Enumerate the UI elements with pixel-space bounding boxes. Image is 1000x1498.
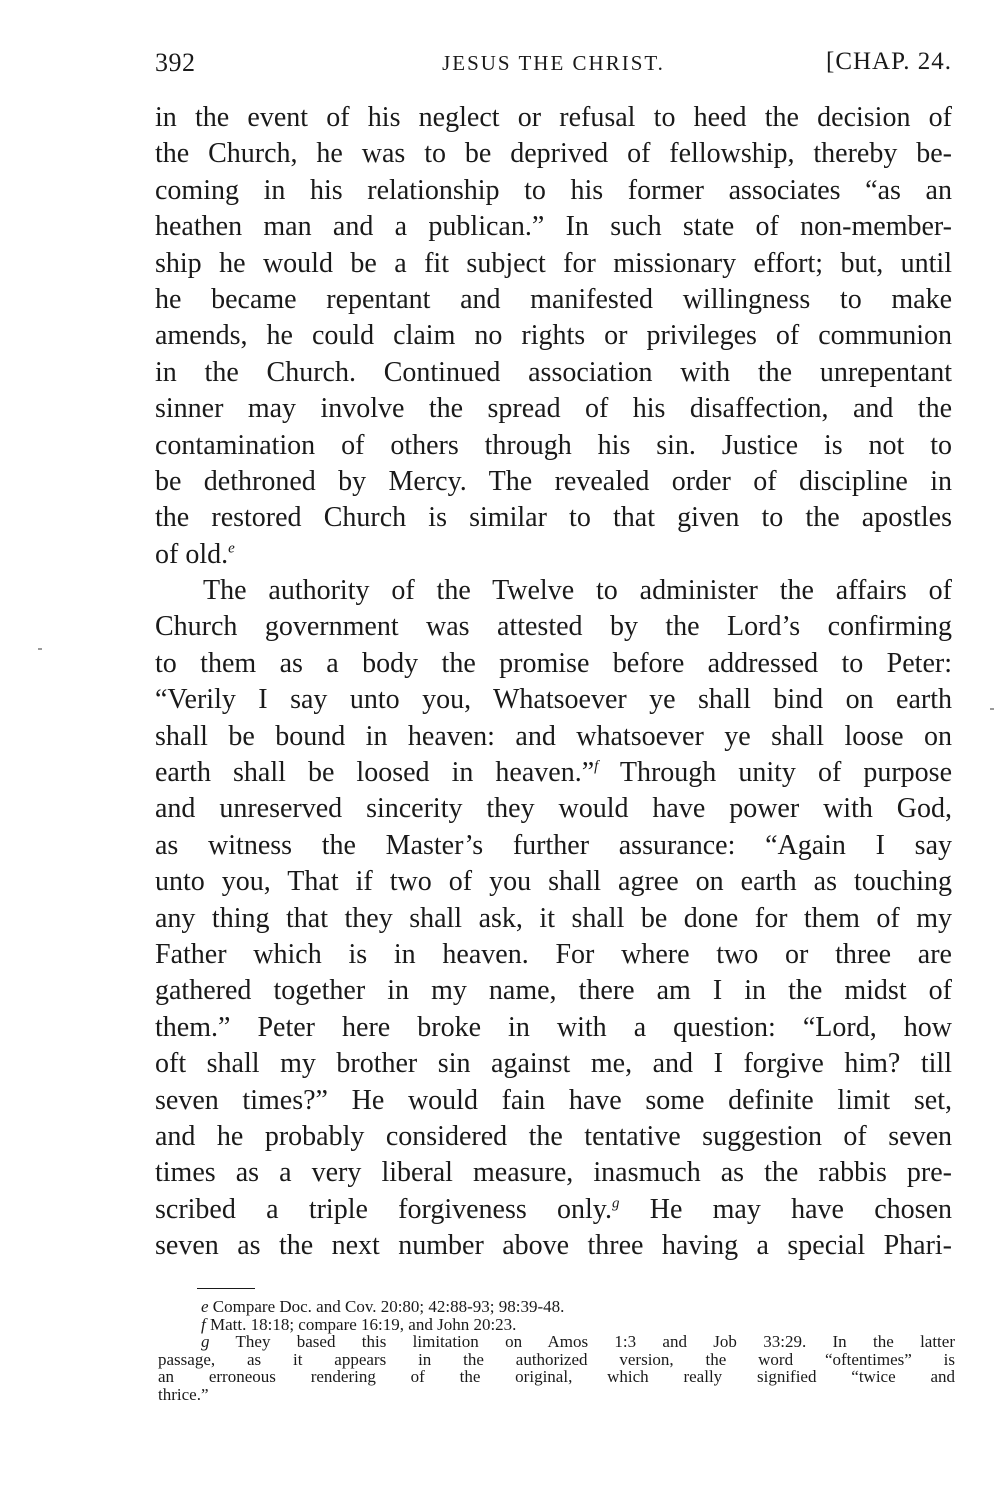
- text-line: and unreserved sincerity they would have power with God,: [155, 793, 952, 825]
- text-segment: Through unity of purpose: [619, 757, 952, 789]
- text-line: he became repentant and manifested willingness to make: [155, 283, 952, 315]
- text-line: them.” Peter here broke in with a question: “Lord, how: [155, 1011, 952, 1043]
- footnote-text: Compare Doc. and Cov. 20:80; 42:88-93; 98:39-48.: [212, 1297, 565, 1316]
- text-line: [155, 755, 952, 791]
- footnote-text: They based this limitation on Amos 1:3 and Job 33:29. In the latter: [235, 1332, 955, 1351]
- text-line: seven times?” He would fain have some definite limit set,: [155, 1084, 952, 1116]
- text-line: in the event of his neglect or refusal to heed the decision of: [155, 102, 952, 133]
- text-segment: scribed a triple forgiveness only.: [155, 1193, 612, 1225]
- paragraph-first-line: The authority of the Twelve to administer the affairs of: [203, 575, 952, 607]
- footnote-mark-g: g: [611, 1195, 620, 1212]
- text-line: Father which is in heaven. For where two or three are: [155, 938, 952, 970]
- footnote-text: Matt. 18:18; compare 16:19, and John 20:23.: [209, 1314, 517, 1334]
- text-line: shall be bound in heaven: and whatsoever ye shall loose on: [155, 720, 952, 752]
- text-line: seven as the next number above three having a special Phari-: [155, 1230, 952, 1262]
- text-line: heathen man and a publican.” In such state of non-member-: [155, 211, 952, 243]
- footnote-text-line: passage, as it appears in the authorized version, the word “oftentimes” is: [158, 1349, 955, 1369]
- body-text: [155, 100, 952, 1265]
- text-line: times as a very liberal measure, inasmuch as the rabbis pre-: [155, 1157, 952, 1189]
- text-line: amends, he could claim no rights or privileges of communion: [155, 320, 952, 352]
- text-line: contamination of others through his sin. Justice is not to: [155, 429, 952, 461]
- footnote-g: [158, 1333, 955, 1351]
- footnote-f: [158, 1316, 955, 1334]
- scan-speck: [38, 648, 42, 650]
- footnote-text-line: an erroneous rendering of the original, which really signified “twice and: [158, 1367, 955, 1386]
- footnote-mark-e: e: [228, 540, 235, 557]
- text-line: [155, 1192, 952, 1228]
- footnote-e: [158, 1298, 955, 1316]
- text-line: [155, 537, 952, 573]
- footnote-text-line: thrice.”: [158, 1384, 209, 1404]
- text-line: as witness the Master’s further assurance: “Again I say: [155, 829, 952, 861]
- text-line: Church government was attested by the Lord’s confirming: [155, 611, 952, 643]
- text-line: oft shall my brother sin against me, and I forgive him? till: [155, 1048, 952, 1080]
- text-line: ship he would be a fit subject for missionary effort; but, until: [155, 247, 952, 279]
- chapter-reference: [CHAP. 24.: [826, 48, 952, 75]
- running-title: JESUS THE CHRIST.: [442, 51, 665, 75]
- text-line: in the Church. Continued association with the unrepentant: [155, 356, 952, 388]
- text-line: sinner may involve the spread of his disaffection, and the: [155, 393, 952, 425]
- footnote-mark-f: f: [594, 758, 599, 775]
- text-line: the Church, he was to be deprived of fellowship, thereby be-: [155, 138, 952, 170]
- text-line: any thing that they shall ask, it shall be done for them of my: [155, 902, 952, 934]
- page-number: 392: [155, 48, 196, 77]
- scan-speck: [990, 708, 994, 710]
- text-line: gathered together in my name, there am I in the midst of: [155, 975, 952, 1007]
- text-line: “Verily I say unto you, Whatsoever ye shall bind on earth: [155, 684, 952, 716]
- text-line: coming in his relationship to his former associates “as an: [155, 174, 952, 206]
- text-line: to them as a body the promise before addressed to Peter:: [155, 647, 952, 679]
- text-segment: earth shall be loosed in heaven.”: [155, 757, 595, 789]
- text-segment: He may have chosen: [649, 1193, 952, 1225]
- text-line: be dethroned by Mercy. The revealed order of discipline in: [155, 465, 952, 497]
- footnote-letter: g: [201, 1332, 210, 1351]
- text-segment: of old.: [155, 538, 229, 570]
- text-line: and he probably considered the tentative suggestion of seven: [155, 1120, 952, 1152]
- running-header: [155, 48, 952, 82]
- footnotes: [158, 1298, 955, 1403]
- text-line: unto you, That if two of you shall agree on earth as touching: [155, 866, 952, 898]
- footnote-letter: e: [201, 1297, 209, 1316]
- text-line: the restored Church is similar to that given to the apostles: [155, 502, 952, 534]
- footnote-letter: f: [201, 1314, 206, 1334]
- footnote-divider: [197, 1288, 255, 1289]
